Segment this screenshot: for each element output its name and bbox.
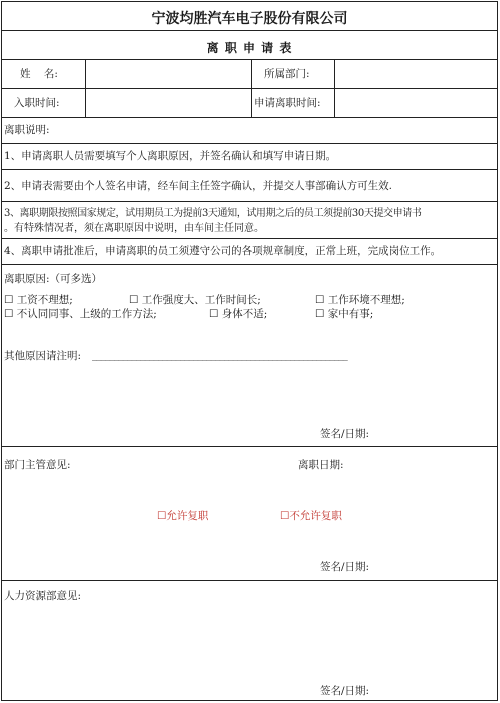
deny-rehire-checkbox[interactable]: ☐不允许复职 [280, 510, 342, 522]
name-field[interactable] [85, 59, 252, 89]
allow-rehire-checkbox[interactable]: ☐允许复职 [157, 510, 209, 522]
form-title-cell [1, 30, 498, 60]
resignation-form [1, 1, 498, 701]
reasons-signature-label: 签名/日期: [320, 428, 370, 440]
instruction-4-cell [1, 238, 498, 265]
reason-salary-checkbox[interactable]: ☐ 工资不理想; [4, 294, 73, 306]
reasons-section [1, 264, 498, 447]
instruction-3-line1: 3、离职期限按照国家规定，试用期员工为提前3天通知，试用期之后的员工须提前30天提交申请书 [4, 208, 422, 219]
instruction-4: 4、离职申请批准后，申请离职的员工须遵守公司的各项规章制度，正常上班，完成岗位工作。 [4, 245, 442, 257]
join-label-cell [1, 88, 86, 118]
reason-health-checkbox[interactable]: ☐ 身体不适; [209, 308, 268, 320]
instruction-2-cell [1, 169, 498, 202]
other-reason-input[interactable]: __________________________________________________________ [92, 350, 348, 361]
hr-signature-label: 签名/日期: [320, 685, 370, 697]
instruction-2: 2、申请表需要由个人签名申请，经车间主任签字确认，并提交人事部确认方可生效. [4, 180, 393, 192]
instruction-3-line2: 。有特殊情况者，须在离职原因中说明，由车间主任同意。 [4, 223, 264, 234]
name-label: 姓 名: [20, 68, 58, 80]
hr-opinion-label: 人力资源部意见: [4, 590, 82, 602]
instruction-3-cell [1, 201, 498, 239]
company-title-cell [1, 1, 498, 31]
instruction-1: 1、申请离职人员需要填写个人离职原因，并签名确认和填写申请日期。 [4, 150, 337, 162]
dept-field[interactable] [334, 59, 498, 89]
instructions-heading-cell [1, 117, 498, 144]
dept-label-cell [251, 59, 335, 89]
leave-date-label: 离职日期: [298, 459, 344, 471]
apply-label: 申请离职时间: [254, 97, 321, 109]
apply-field[interactable] [334, 88, 498, 118]
reason-family-checkbox[interactable]: ☐ 家中有事; [315, 308, 374, 320]
reason-colleagues-checkbox[interactable]: ☐ 不认同同事、上级的工作方法; [4, 308, 157, 320]
instructions-heading: 离职说明: [4, 124, 50, 136]
instruction-1-cell [1, 143, 498, 170]
reason-environment-checkbox[interactable]: ☐ 工作环境不理想; [315, 294, 405, 306]
join-label: 入职时间: [14, 97, 60, 109]
hr-section [1, 580, 498, 701]
join-field[interactable] [85, 88, 252, 118]
name-label-cell [1, 59, 86, 89]
manager-section [1, 446, 498, 581]
company-name: 宁波均胜汽车电子股份有限公司 [151, 11, 348, 27]
apply-label-cell [251, 88, 335, 118]
other-reason-label: 其他原因请注明: [4, 350, 82, 362]
dept-label: 所属部门: [264, 68, 310, 80]
manager-opinion-label: 部门主管意见: [4, 459, 71, 471]
reason-workload-checkbox[interactable]: ☐ 工作强度大、工作时间长; [129, 294, 261, 306]
form-title: 离 职 申 请 表 [206, 41, 293, 55]
reasons-heading: 离职原因:（可多选） [4, 273, 103, 285]
manager-signature-label: 签名/日期: [320, 561, 370, 573]
